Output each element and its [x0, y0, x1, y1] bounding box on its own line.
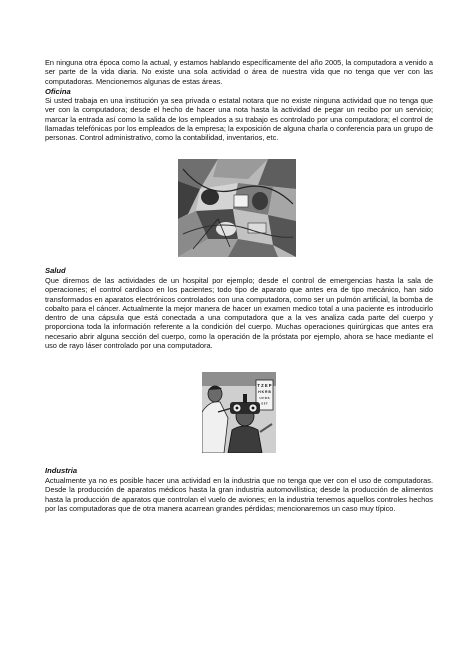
eye-chart-line-3: U F R S: [259, 396, 270, 400]
paragraph-salud: Que diremos de las actividades de un hospital por ejemplo; desde el control de emergencias hasta la sala de operaciones; el control cardíaco en los pacientes; todo tipo de aparato que antes era de tipo mecánico, han sido transformados en aparatos electrónicos controlados con una computadora, como ser un pulmón artificial, la bomba de cobalto para el cáncer. Actualmente la mejor manera de hacer un examen medico total a una paciente es introducirlo dentro de una cápsula que está conectada a una computadora que a la ves analiza cada parte del cuerpo y proporciona toda la información referente a la condición del cuerpo. Muchas operaciones quirúrgicas que antes era necesario abrir alguna sección del cuerpo, como la operación de la próstata por ejemplo, ahora se hace mediante el uso de rayo láser controlado por una computadora.: [45, 276, 433, 351]
eye-chart-line-4: D E F: [261, 402, 268, 406]
office-collage-image: [178, 159, 296, 257]
eye-chart-line-1: T Z E P: [257, 383, 272, 388]
eye-exam-image: [202, 372, 276, 453]
health-illustration: [202, 372, 276, 453]
heading-oficina: Oficina: [45, 87, 71, 96]
office-illustration: [178, 159, 296, 257]
intro-paragraph: En ninguna otra época como la actual, y estamos hablando específicamente del año 2005, la computadora a venido a ser parte de la vida diaria. No existe una sola actividad o área de nuestra vida que no tenga que ver con las computadoras. Mencionemos algunas de estas áreas.: [45, 58, 433, 86]
paragraph-industria: Actualmente ya no es posible hacer una actividad en la industria que no tenga que ver con el uso de computadoras. Desde la producción de aparatos médicos hasta la gran industria automovilística; desde la producción de alimentos hasta la producción de aparatos que controlan el vuelo de aviones; en la industria tenemos aquellos controles hechos por las computadoras que de otra manera acarrean grandes pérdidas; mencionaremos un caso muy típico.: [45, 476, 433, 513]
heading-salud: Salud: [45, 266, 66, 275]
heading-industria: Industria: [45, 466, 78, 475]
eye-chart-line-2: H K R B: [258, 390, 271, 394]
paragraph-oficina: Si usted trabaja en una institución ya sea privada o estatal notara que no existe ninguna actividad que no tenga que ver con la computadora; desde el hecho de hacer una nota hasta la actividad de pegar un recibo por un servicio; marcar la entrada así como la salida de los empleados a su trabajo es controlado por una computadora; el control de llamadas telefónicas por los empleados de la empresa; la exposición de alguna charla o conferencia para un grupo de personas. Control administrativo, como la contabilidad, inventarios, etc.: [45, 96, 433, 143]
